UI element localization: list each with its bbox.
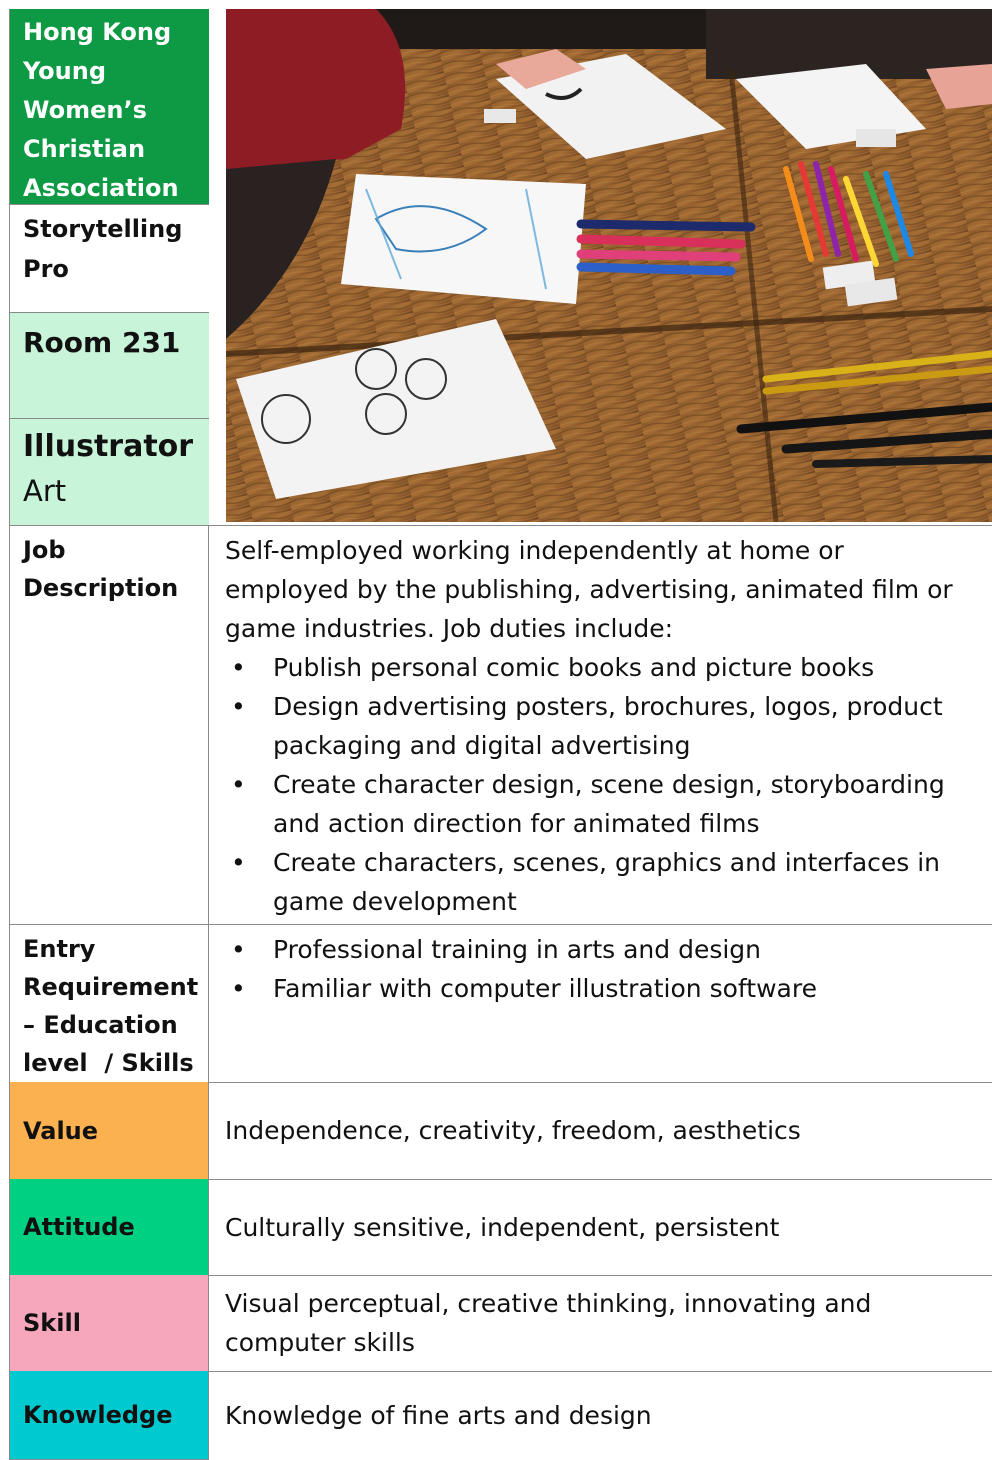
knowledge-text: Knowledge of fine arts and design: [225, 1401, 652, 1430]
list-item: • Publish personal comic books and picture books: [225, 648, 984, 687]
value-label-cell: [9, 1082, 209, 1179]
organization-cell: [10, 9, 209, 205]
skill-label-cell: [9, 1275, 209, 1371]
entry-requirement-label: Entry Requirement – Education level / Skills: [9, 924, 209, 1082]
list-item: • Create characters, scenes, graphics and interfaces in game development: [225, 843, 984, 921]
attitude-text: Culturally sensitive, independent, persistent: [225, 1212, 780, 1242]
skill-content: [209, 1275, 992, 1371]
entry-requirement-row: [9, 924, 992, 1083]
job-description-row: [9, 525, 992, 925]
room-label: Room 231: [23, 326, 181, 359]
organization-name: Hong Kong Young Women’s Christian Association: [23, 18, 179, 202]
job-description-intro-3: game industries. Job duties include:: [225, 614, 674, 643]
attitude-label-cell: [9, 1179, 209, 1275]
knowledge-content: [209, 1371, 992, 1460]
entry-requirement-list: [225, 930, 984, 1008]
job-title-cell: [10, 419, 209, 525]
value-content: [209, 1082, 992, 1179]
value-text: Independence, creativity, freedom, aesthetics: [225, 1116, 801, 1145]
job-description-content: [209, 525, 992, 924]
attitude-row: [9, 1179, 992, 1276]
list-item: • Familiar with computer illustration software: [225, 969, 984, 1008]
room-cell: [10, 313, 209, 419]
job-category: Art: [23, 474, 67, 508]
job-title: Illustrator: [23, 429, 194, 464]
entry-requirement-content: [209, 924, 992, 1082]
photo-illustration: [226, 9, 992, 522]
header-left-column: [9, 9, 209, 525]
job-description-label: Job Description: [9, 525, 209, 924]
list-item: • Create character design, scene design, storyboarding and action direction for animated films: [225, 765, 984, 843]
job-duties-list: [225, 648, 984, 921]
job-description-intro-1: Self-employed working independently at home or: [225, 536, 844, 565]
knowledge-row: [9, 1371, 992, 1460]
attitude-content: [209, 1179, 992, 1275]
skill-row: [9, 1275, 992, 1372]
skill-label: Skill: [23, 1309, 81, 1337]
knowledge-label-cell: [9, 1371, 209, 1460]
program-name: Storytelling Pro: [23, 215, 183, 283]
classroom-drawing-photo: [226, 9, 992, 522]
skill-text: Visual perceptual, creative thinking, innovating and computer skills: [225, 1289, 872, 1357]
career-card: [9, 9, 992, 1460]
list-item: • Design advertising posters, brochures, logos, product packaging and digital advertising: [225, 687, 984, 765]
knowledge-label: Knowledge: [23, 1401, 173, 1429]
list-item: • Professional training in arts and design: [225, 930, 984, 969]
value-label: Value: [23, 1116, 99, 1145]
program-cell: [10, 205, 209, 313]
attitude-label: Attitude: [23, 1213, 135, 1241]
header-block: [9, 9, 992, 526]
job-description-intro-2: employed by the publishing, advertising, animated film or: [225, 575, 953, 604]
value-row: [9, 1082, 992, 1180]
